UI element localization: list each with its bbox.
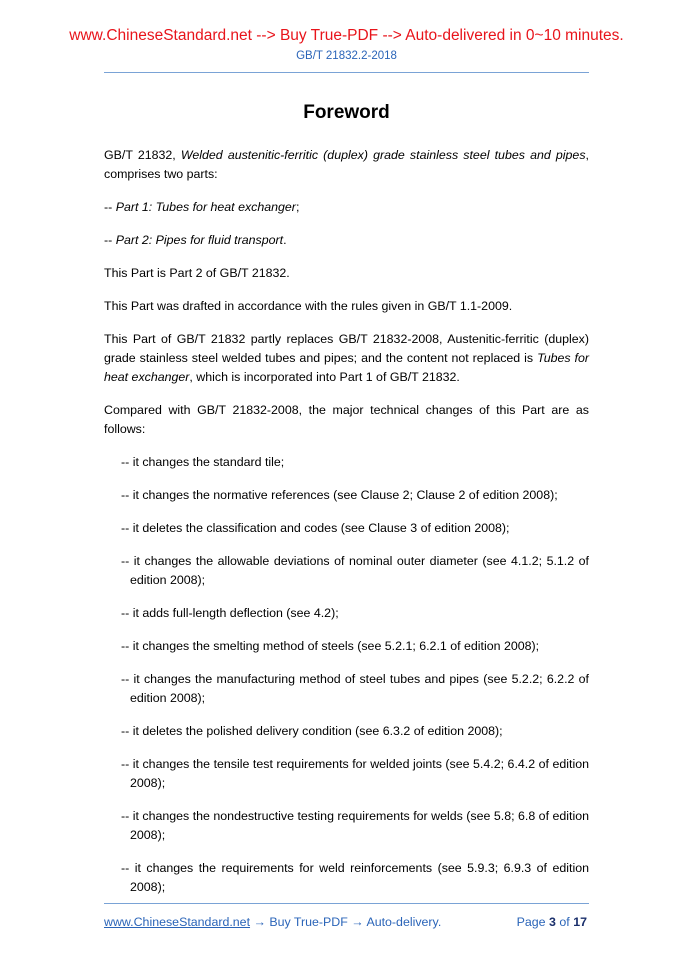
part-1-title: Part 1: Tubes for heat exchanger bbox=[115, 200, 296, 214]
change-item: -- it deletes the classification and codes (see Clause 3 of edition 2008); bbox=[121, 521, 510, 535]
current-page-number: 3 bbox=[549, 915, 556, 929]
page-label: Page bbox=[516, 915, 546, 929]
intro-paragraph-3: This Part was drafted in accordance with the rules given in GB/T 1.1-2009. bbox=[104, 299, 513, 313]
change-item: -- it changes the manufacturing method of steel tubes and pipes (see 5.2.2; 6.2.2 of edition 2008); bbox=[121, 672, 589, 705]
text-run: ; bbox=[295, 200, 300, 214]
change-item: -- it changes the normative references (see Clause 2; Clause 2 of edition 2008); bbox=[121, 488, 558, 502]
part-1-item bbox=[104, 198, 589, 217]
text-run: , which is incorporated into Part 1 of GB/T 21832. bbox=[189, 370, 460, 384]
auto-delivery-text: Auto-delivery. bbox=[366, 915, 442, 929]
text-run: This Part of GB/T 21832 partly replaces GB/T 21832-2008, Austenitic-ferritic (duplex) grade stainless steel welded tubes and pipes; and the content not replaced is bbox=[104, 332, 589, 365]
header-banner[interactable]: www.ChineseStandard.net --> Buy True-PDF --> Auto-delivered in 0~10 minutes. bbox=[69, 27, 624, 44]
change-item: -- it changes the allowable deviations of nominal outer diameter (see 4.1.2; 5.1.2 of edition 2008); bbox=[121, 554, 589, 587]
document-body bbox=[104, 146, 589, 911]
text-run: , comprises two parts: bbox=[104, 148, 589, 181]
change-item: -- it deletes the polished delivery condition (see 6.3.2 of edition 2008); bbox=[121, 724, 503, 738]
part-2-item bbox=[104, 231, 589, 250]
arrow-right-icon: → bbox=[351, 915, 364, 929]
replaced-part-title: Tubes for heat exchanger bbox=[104, 351, 589, 384]
intro-paragraph-2: This Part is Part 2 of GB/T 21832. bbox=[104, 266, 290, 280]
total-pages: 17 bbox=[573, 915, 587, 929]
change-item: -- it changes the requirements for weld reinforcements (see 5.9.3; 6.9.3 of edition 2008); bbox=[121, 861, 589, 894]
header-divider bbox=[104, 72, 589, 73]
intro-paragraph-4 bbox=[104, 330, 589, 387]
intro-paragraph-1 bbox=[104, 146, 589, 184]
change-item: -- it changes the standard tile; bbox=[121, 455, 285, 469]
text-run: . bbox=[283, 233, 287, 247]
intro-paragraph-5: Compared with GB/T 21832-2008, the major technical changes of this Part are as follows: bbox=[104, 403, 589, 436]
dash-prefix: -- bbox=[104, 200, 116, 214]
document-id: GB/T 21832.2-2018 bbox=[296, 50, 397, 62]
page-footer bbox=[104, 915, 589, 933]
of-label: of bbox=[559, 915, 570, 929]
text-run: GB/T 21832, bbox=[104, 148, 181, 162]
buy-true-pdf-text: Buy True-PDF bbox=[269, 915, 348, 929]
change-item: -- it changes the smelting method of steels (see 5.2.1; 6.2.1 of edition 2008); bbox=[121, 639, 540, 653]
change-item: -- it changes the nondestructive testing requirements for welds (see 5.8; 6.8 of edition 2008); bbox=[121, 809, 589, 842]
website-link[interactable]: www.ChineseStandard.net bbox=[104, 915, 251, 929]
change-item: -- it adds full-length deflection (see 4.2); bbox=[121, 606, 339, 620]
arrow-right-icon: → bbox=[253, 915, 266, 929]
part-2-title: Part 2: Pipes for fluid transport bbox=[115, 233, 284, 247]
footer-divider bbox=[104, 903, 589, 904]
page-indicator bbox=[517, 915, 587, 929]
standard-title: Welded austenitic-ferritic (duplex) grade stainless steel tubes and pipes bbox=[180, 148, 586, 162]
page-title: Foreword bbox=[303, 102, 390, 123]
footer-promo bbox=[104, 915, 441, 929]
change-item: -- it changes the tensile test requirements for welded joints (see 5.4.2; 6.4.2 of edition 2008); bbox=[121, 757, 589, 790]
dash-prefix: -- bbox=[104, 233, 116, 247]
